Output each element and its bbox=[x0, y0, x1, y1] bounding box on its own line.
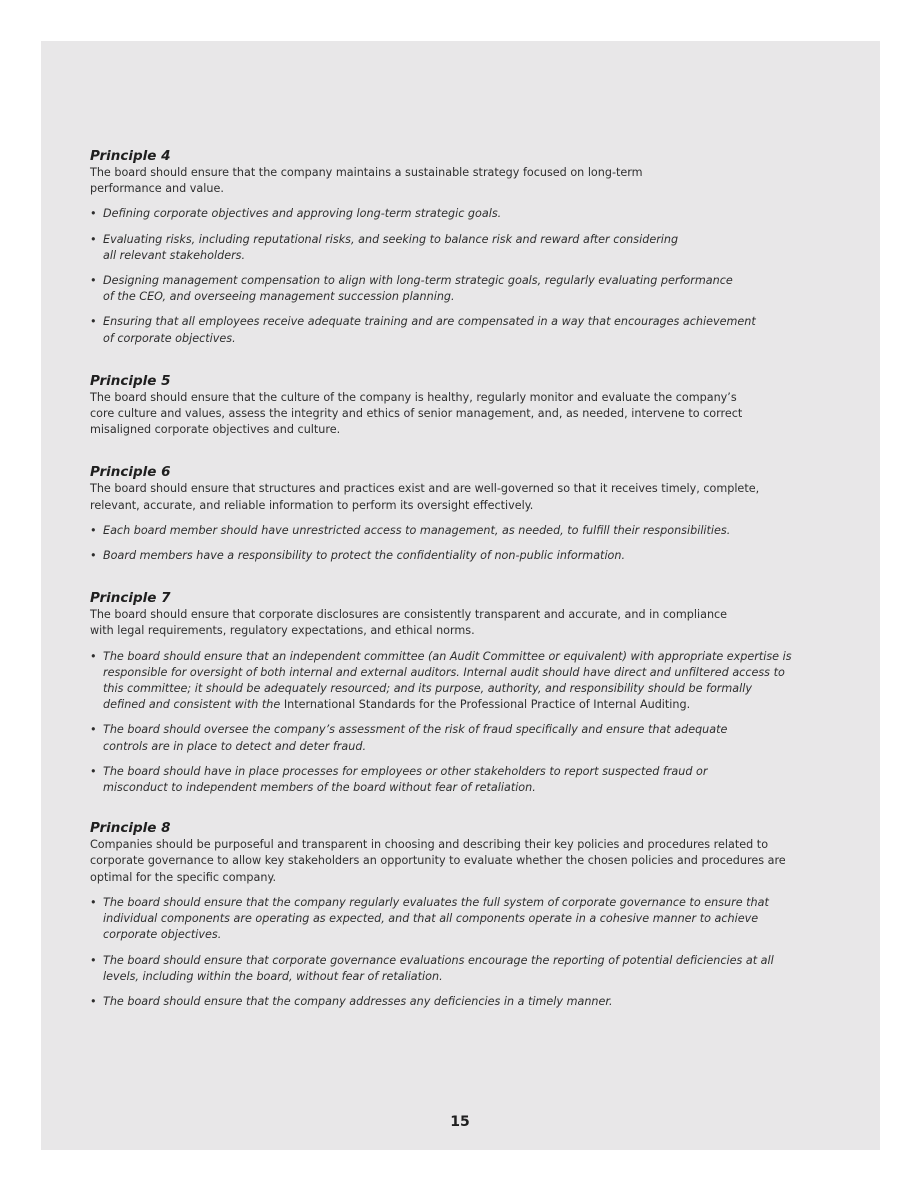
document-content bbox=[90, 148, 790, 1010]
principle-8-body: Companies should be purposeful and transparent in choosing and describing their key policies and procedures related to corporate governance to allow key stakeholders an opportunity to evaluate whether the chosen policies and procedures are optimal for the specific company. bbox=[90, 838, 786, 884]
list-item bbox=[90, 953, 788, 985]
bullet-text: Board members have a responsibility to protect the confidentiality of non-public information. bbox=[103, 549, 626, 563]
principle-7-heading: Principle 7 bbox=[90, 590, 171, 607]
bullet-text: Evaluating risks, including reputational risks, and seeking to balance risk and reward after considering all relevant stakeholders. bbox=[103, 232, 679, 262]
list-item bbox=[90, 895, 783, 944]
bullet-icon: • bbox=[90, 523, 97, 537]
list-item bbox=[90, 994, 790, 1010]
list-item bbox=[90, 206, 790, 222]
bullet-text: Each board member should have unrestricted access to management, as needed, to fulfill their responsibilities. bbox=[103, 523, 731, 537]
principle-5-section bbox=[90, 373, 790, 439]
bullet-icon: • bbox=[90, 895, 97, 909]
bullet-text: Defining corporate objectives and approving long-term strategic goals. bbox=[103, 207, 502, 221]
bullet-icon: • bbox=[90, 723, 97, 737]
bullet-icon: • bbox=[90, 994, 97, 1008]
bullet-text: The board should ensure that the company regularly evaluates the full system of corporate governance to ensure that individual components are operating as expected, and that all components operate in a cohesive manner to achieve corporate objectives. bbox=[103, 895, 769, 942]
principle-5-body: The board should ensure that the culture of the company is healthy, regularly monitor and evaluate the company’s core culture and values, assess the integrity and ethics of senior management, and, as needed, intervene to correct misaligned corporate objectives and culture. bbox=[90, 390, 743, 437]
bullet-text: Ensuring that all employees receive adequate training and are compensated in a way that encourages achievement of corporate objectives. bbox=[103, 315, 756, 345]
list-item bbox=[90, 523, 790, 539]
list-item bbox=[90, 232, 693, 264]
bullet-icon: • bbox=[90, 549, 97, 563]
bullet-text: The board should ensure that the company addresses any deficiencies in a timely manner. bbox=[103, 994, 613, 1008]
principle-7-body: The board should ensure that corporate disclosures are consistently transparent and accurate, and in compliance with legal requirements, regulatory expectations, and ethical norms. bbox=[90, 608, 728, 638]
list-item bbox=[90, 548, 790, 564]
bullet-text: Designing management compensation to align with long-term strategic goals, regularly evaluating performance of the CEO, and overseeing management succession planning. bbox=[103, 274, 733, 304]
bullet-icon: • bbox=[90, 764, 97, 778]
principle-7-section bbox=[90, 590, 790, 796]
bullet-icon: • bbox=[90, 274, 97, 288]
principle-5-heading: Principle 5 bbox=[90, 372, 171, 389]
list-item bbox=[90, 314, 763, 346]
bullet-text: The board should have in place processes for employees or other stakeholders to report suspected fraud or misconduct to independent members of the board without fear of retaliation. bbox=[103, 764, 708, 795]
principle-6-section bbox=[90, 464, 790, 564]
bullet-icon: • bbox=[90, 207, 97, 221]
principle-6-body: The board should ensure that structures and practices exist and are well-governed so that it receives timely, complete, relevant, accurate, and reliable information to perform its oversight effectively. bbox=[90, 482, 760, 512]
list-item bbox=[90, 273, 743, 305]
principle-7-bullets bbox=[90, 649, 790, 797]
bullet-icon: • bbox=[90, 315, 97, 329]
principle-8-section bbox=[90, 820, 790, 1010]
principle-4-heading: Principle 4 bbox=[90, 148, 171, 164]
bullet-text: The board should ensure that an independent committee (an Audit Committee or equivalent) with appropriate expertise is responsible for oversight of both internal and external auditors. Internal audit should have direct and unfiltered access to this committee; it should be adequately resourced; and its purpose, authority, and responsibility should be formally defined and consistent with the bbox=[103, 649, 792, 712]
principle-6-heading: Principle 6 bbox=[90, 464, 171, 481]
bullet-icon: • bbox=[90, 953, 97, 967]
list-item bbox=[90, 649, 793, 714]
bullet-text: The board should ensure that corporate governance evaluations encourage the reporting of potential deficiencies at all levels, including within the board, without fear of retaliation. bbox=[103, 953, 774, 983]
principle-8-heading: Principle 8 bbox=[90, 820, 171, 837]
principle-4-section bbox=[90, 148, 790, 347]
principle-4-body: The board should ensure that the company maintains a sustainable strategy focused on long-term performance and value. bbox=[90, 166, 643, 196]
bullet-text: The board should oversee the company’s assessment of the risk of fraud specifically and ensure that adequate controls are in place to detect and deter fraud. bbox=[103, 723, 728, 753]
principle-8-bullets bbox=[90, 895, 790, 1010]
list-item bbox=[90, 764, 723, 796]
principle-4-bullets bbox=[90, 206, 790, 346]
page-number: 15 bbox=[450, 1114, 470, 1130]
principle-6-bullets bbox=[90, 523, 790, 564]
bullet-icon: • bbox=[90, 649, 97, 663]
list-item bbox=[90, 722, 733, 754]
bullet-icon: • bbox=[90, 232, 97, 246]
standards-reference: International Standards for the Professional Practice of Internal Auditing. bbox=[283, 698, 691, 712]
